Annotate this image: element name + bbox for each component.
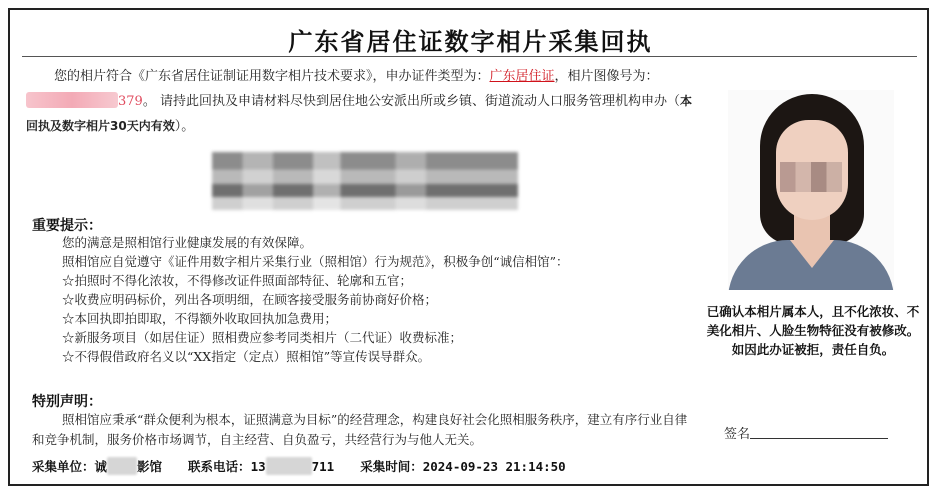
title-divider — [22, 56, 917, 57]
notice-heading: 重要提示： — [32, 218, 102, 234]
sign-label: 签名 — [724, 427, 751, 442]
list-item: ☆收费应明码标价，列出各项明细，在顾客接受服务前协商好价格； — [62, 292, 438, 307]
redacted-unit-name — [107, 457, 137, 475]
phone-prefix: 13 — [250, 459, 266, 474]
page-title: 广东省居住证数字相片采集回执 — [288, 28, 653, 56]
redacted-image-number — [26, 92, 118, 108]
unit-prefix: 诚 — [94, 459, 108, 474]
intro-mid: ，相片图像号为： — [554, 69, 659, 84]
redacted-phone — [266, 457, 312, 475]
cert-type-link[interactable]: 广东居住证 — [489, 69, 555, 84]
signature-field[interactable] — [724, 423, 888, 442]
validity-note: 本回执及数字相片30天内有效 — [26, 94, 692, 133]
statement-heading: 特别声明： — [32, 394, 102, 410]
receipt-frame — [8, 8, 929, 486]
list-item: 照相馆应自觉遵守《证件用数字相片采集行业（照相馆）行为规范》，积极争创“诚信相馆”： — [62, 254, 569, 269]
intro-paragraph — [26, 64, 698, 139]
list-item: ☆新服务项目（如居住证）照相费应参考同类相片（二代证）收费标准； — [62, 330, 463, 345]
time-value: 2024-09-23 21:14:50 — [422, 459, 566, 474]
phone-suffix: 711 — [311, 459, 335, 474]
intro-after-number: 。 请持此回执及申请材料尽快到居住地公安派出所或乡镇、街道流动人口服务管理机构申办（ — [142, 94, 680, 109]
image-number-visible: 379 — [118, 94, 143, 109]
unit-label: 采集单位： — [32, 459, 95, 474]
list-item: ☆拍照时不得化浓妆，不得修改证件照面部特征、轮廓和五官； — [62, 273, 413, 288]
pixelated-barcode — [212, 152, 518, 210]
list-item: ☆不得假借政府名义以“XX指定（定点）照相馆”等宣传误导群众。 — [62, 349, 431, 364]
time-label: 采集时间： — [360, 459, 423, 474]
phone-label: 联系电话： — [188, 459, 251, 474]
list-item: ☆本回执即拍即取，不得额外收取回执加急费用； — [62, 311, 338, 326]
footer-info — [32, 457, 692, 475]
confirmation-text: 已确认本相片属本人，且不化浓妆、不美化相片、人脸生物特征没有被修改。如因此办证被拒，责任自负。 — [706, 304, 920, 357]
unit-suffix: 影馆 — [137, 459, 163, 474]
photo-face-blur — [780, 162, 842, 192]
notice-list — [62, 233, 702, 366]
signature-line[interactable] — [750, 427, 888, 439]
id-photo — [728, 90, 894, 290]
list-item: 您的满意是照相馆行业健康发展的有效保障。 — [62, 235, 313, 250]
intro-prefix: 您的相片符合《广东省居住证制证用数字相片技术要求》，申办证件类型为： — [54, 69, 490, 84]
statement-text: 照相馆应秉承“群众便利为根本，证照满意为目标”的经营理念，构建良好社会化照相服务秩序，建立有序行业自律和竞争机制，服务价格市场调节，自主经营、自负盈亏，共经营行为与他人无关。 — [32, 412, 688, 447]
intro-end: ）。 — [174, 119, 195, 134]
